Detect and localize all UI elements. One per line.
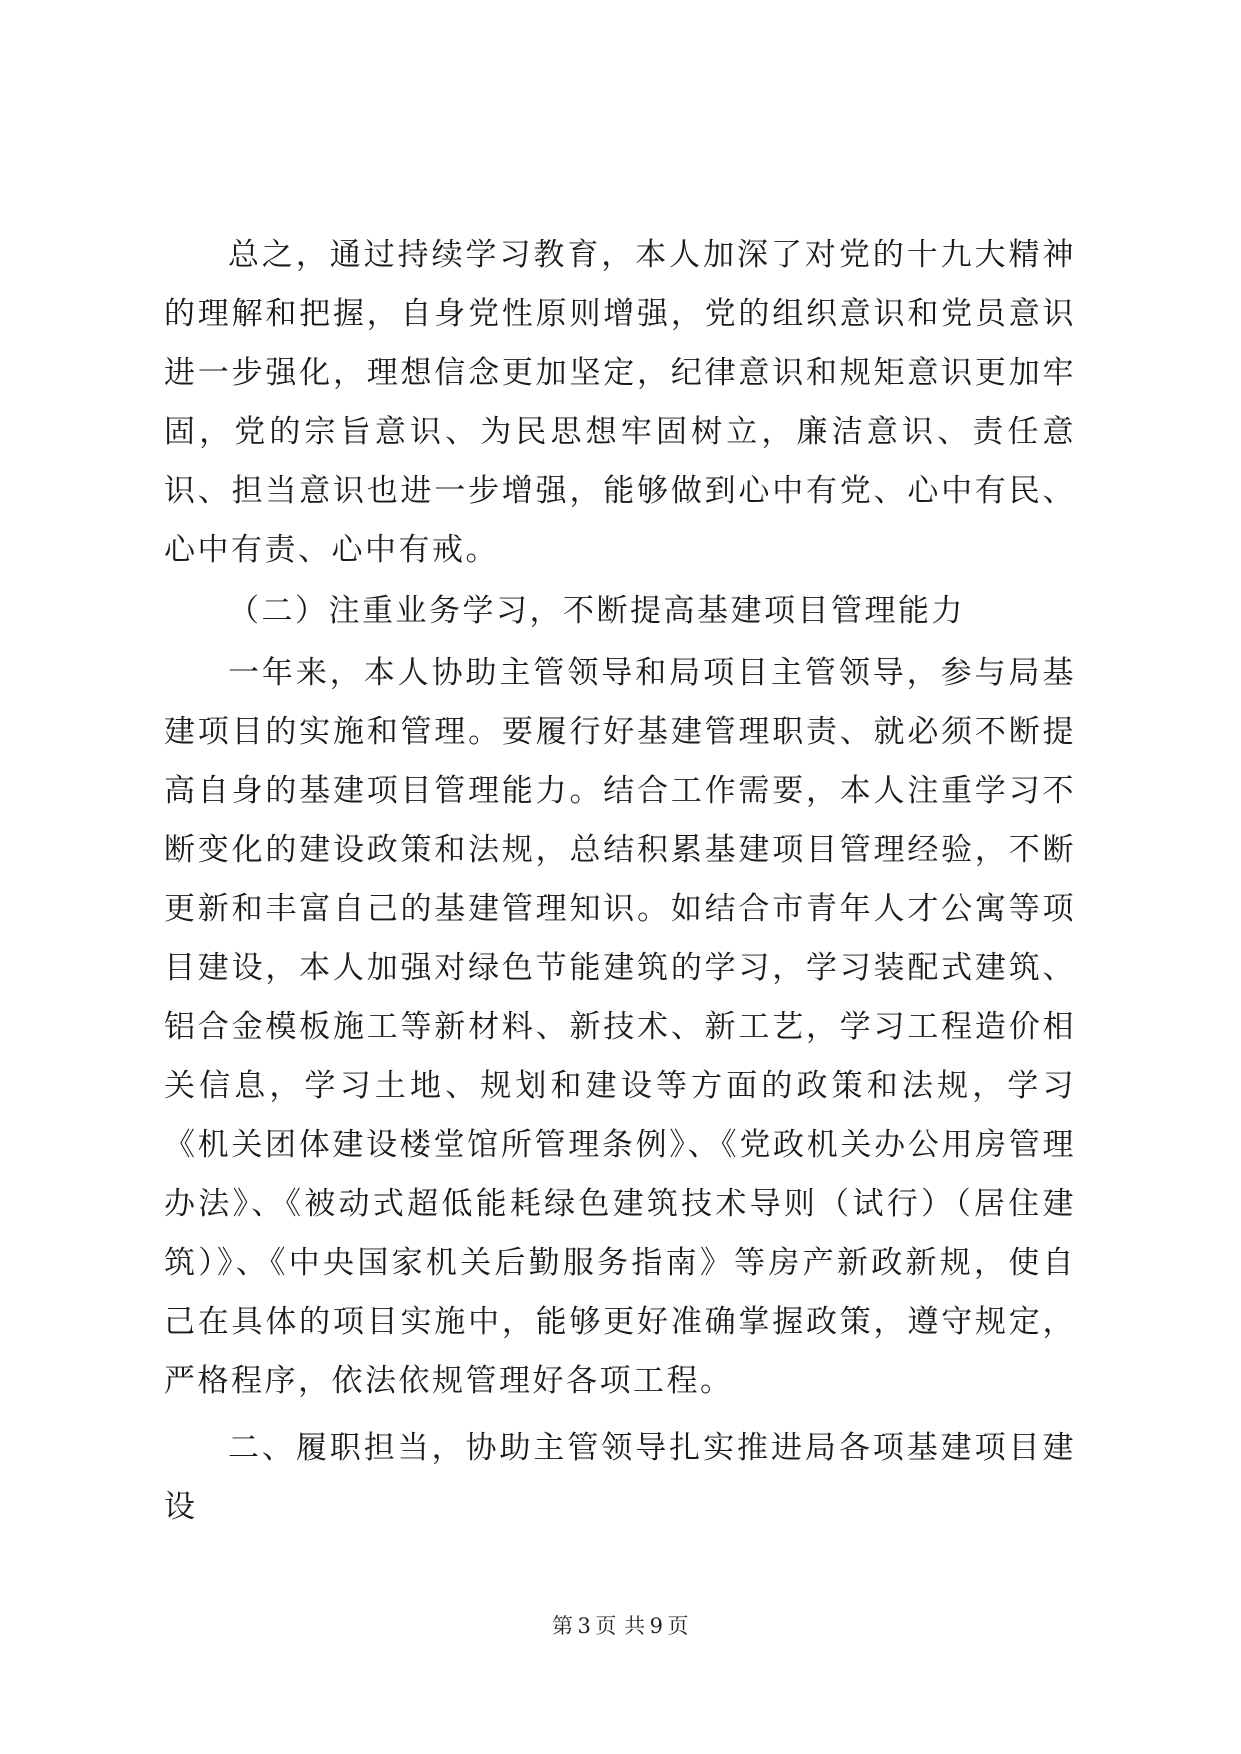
paragraph-business-study: 一年来，本人协助主管领导和局项目主管领导，参与局基建项目的实施和管理。要履行好基建管理职责、就必须不断提高自身的基建项目管理能力。结合工作需要，本人注重学习不断变化的建设政策和法规，总结积累基建项目管理经验，不断更新和丰富自己的基建管理知识。如结合市青年人才公寓等项目建设，本人加强对绿色节能建筑的学习，学习装配式建筑、铝合金模板施工等新材料、新技术、新工艺，学习工程造价相关信息，学习土地、规划和建设等方面的政策和法规，学习《机关团体建设楼堂馆所管理条例》、《党政机关办公用房管理办法》、《被动式超低能耗绿色建筑技术导则（试行）（居住建筑）》、《中央国家机关后勤服务指南》等房产新政新规，使自己在具体的项目实施中，能够更好准确掌握政策，遵守规定，严格程序，依法依规管理好各项工程。	[164, 655, 1076, 1399]
section-heading-duty: 二、履职担当，协助主管领导扎实推进局各项基建项目建设	[164, 1430, 1076, 1525]
page-current: 3	[577, 1614, 592, 1638]
paragraph-summary: 总之，通过持续学习教育，本人加深了对党的十九大精神的理解和把握，自身党性原则增强，党的组织意识和党员意识进一步强化，理想信念更加坚定，纪律意识和规矩意识更加牢固，党的宗旨意识、为民思想牢固树立，廉洁意识、责任意识、担当意识也进一步增强，能够做到心中有党、心中有民、心中有责、心中有戒。	[164, 237, 1076, 568]
page-label-mid: 页 共	[595, 1614, 646, 1638]
document-body	[164, 226, 1076, 1537]
page-total: 9	[649, 1614, 664, 1638]
page-label-prefix: 第	[552, 1614, 574, 1638]
section-heading-business-study: （二）注重业务学习，不断提高基建项目管理能力	[228, 593, 965, 629]
page-label-suffix: 页	[667, 1614, 689, 1638]
page-footer	[0, 1610, 1241, 1640]
